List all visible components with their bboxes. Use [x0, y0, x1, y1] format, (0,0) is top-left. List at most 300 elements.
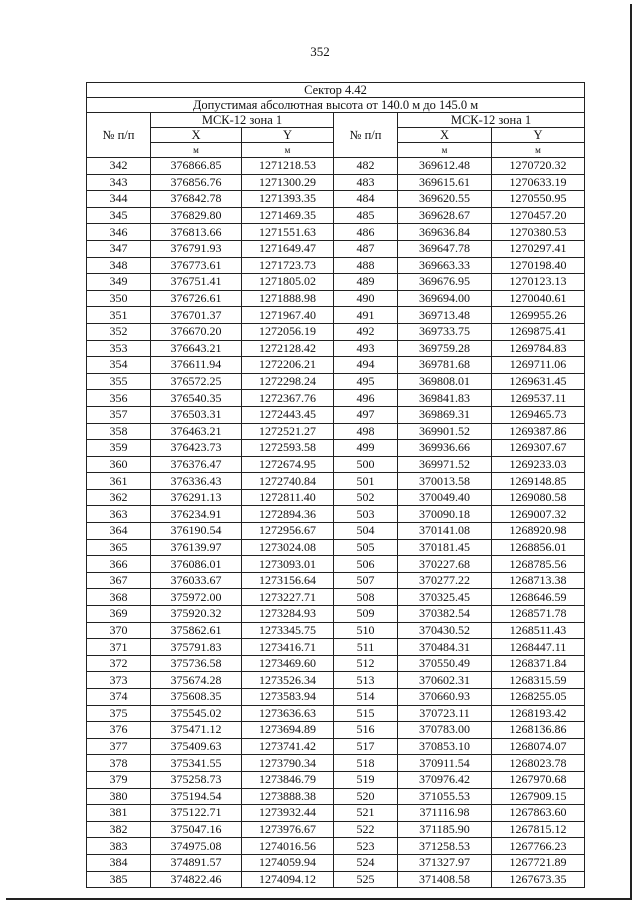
x-left: 375736.58	[151, 655, 242, 672]
table-row	[87, 821, 585, 838]
y-left: 1272740.84	[242, 473, 334, 490]
x-left: 376670.20	[151, 323, 242, 340]
y-left: 1273583.94	[242, 689, 334, 706]
y-right: 1268193.42	[492, 705, 585, 722]
y-right: 1267766.23	[492, 838, 585, 855]
y-left: 1273469.60	[242, 655, 334, 672]
point-num-right: 494	[334, 357, 398, 374]
x-right: 370325.45	[398, 589, 492, 606]
point-num-left: 378	[87, 755, 151, 772]
y-right: 1269711.06	[492, 357, 585, 374]
x-right: 370141.08	[398, 523, 492, 540]
table-row	[87, 323, 585, 340]
point-num-right: 518	[334, 755, 398, 772]
point-num-right: 515	[334, 705, 398, 722]
y-left: 1272206.21	[242, 357, 334, 374]
x-left: 375862.61	[151, 622, 242, 639]
y-right: 1268136.86	[492, 722, 585, 739]
point-num-left: 377	[87, 738, 151, 755]
y-left: 1273888.38	[242, 788, 334, 805]
point-num-left: 363	[87, 506, 151, 523]
col-header-num-right: № п/п	[334, 113, 398, 158]
point-num-right: 523	[334, 838, 398, 855]
point-num-left: 375	[87, 705, 151, 722]
point-num-left: 354	[87, 357, 151, 374]
point-num-right: 502	[334, 489, 398, 506]
x-left: 375674.28	[151, 672, 242, 689]
point-num-right: 511	[334, 639, 398, 656]
coordinates-table	[86, 82, 585, 888]
x-left: 375258.73	[151, 771, 242, 788]
x-right: 369694.00	[398, 290, 492, 307]
sector-title: Сектор 4.42	[87, 83, 585, 98]
point-num-left: 355	[87, 373, 151, 390]
page-number: 352	[310, 44, 330, 59]
table-row	[87, 224, 585, 241]
point-num-left: 366	[87, 556, 151, 573]
table-row	[87, 655, 585, 672]
y-right: 1268315.59	[492, 672, 585, 689]
table-row	[87, 705, 585, 722]
y-right: 1270380.53	[492, 224, 585, 241]
x-left: 375047.16	[151, 821, 242, 838]
x-left: 375194.54	[151, 788, 242, 805]
point-num-left: 351	[87, 307, 151, 324]
x-left: 376611.94	[151, 357, 242, 374]
col-header-system-left: МСК-12 зона 1	[151, 113, 334, 128]
point-num-left: 349	[87, 274, 151, 291]
x-right: 371055.53	[398, 788, 492, 805]
x-right: 370049.40	[398, 489, 492, 506]
y-right: 1268785.56	[492, 556, 585, 573]
y-right: 1269631.45	[492, 373, 585, 390]
point-num-right: 498	[334, 423, 398, 440]
table-row	[87, 257, 585, 274]
unit-x-right: м	[398, 143, 492, 158]
x-left: 376291.13	[151, 489, 242, 506]
y-right: 1269784.83	[492, 340, 585, 357]
point-num-left: 364	[87, 523, 151, 540]
y-right: 1269080.58	[492, 489, 585, 506]
y-right: 1269387.86	[492, 423, 585, 440]
table-row	[87, 854, 585, 871]
y-right: 1268713.38	[492, 572, 585, 589]
x-right: 369636.84	[398, 224, 492, 241]
y-left: 1272593.58	[242, 440, 334, 457]
point-num-left: 345	[87, 207, 151, 224]
point-num-right: 510	[334, 622, 398, 639]
point-num-right: 496	[334, 390, 398, 407]
x-right: 370484.31	[398, 639, 492, 656]
y-left: 1273694.89	[242, 722, 334, 739]
point-num-left: 379	[87, 771, 151, 788]
x-left: 376540.35	[151, 390, 242, 407]
x-left: 375608.35	[151, 689, 242, 706]
x-left: 376773.61	[151, 257, 242, 274]
y-right: 1267863.60	[492, 805, 585, 822]
y-right: 1270457.20	[492, 207, 585, 224]
x-left: 374891.57	[151, 854, 242, 871]
table-row	[87, 556, 585, 573]
unit-y-left: м	[242, 143, 334, 158]
x-right: 369733.75	[398, 323, 492, 340]
table-row	[87, 771, 585, 788]
point-num-left: 353	[87, 340, 151, 357]
table-row	[87, 423, 585, 440]
x-right: 370550.49	[398, 655, 492, 672]
x-left: 376336.43	[151, 473, 242, 490]
y-left: 1271649.47	[242, 240, 334, 257]
point-num-right: 483	[334, 174, 398, 191]
x-right: 370227.68	[398, 556, 492, 573]
point-num-left: 368	[87, 589, 151, 606]
table-row	[87, 672, 585, 689]
col-header-x-right: X	[398, 128, 492, 143]
x-left: 375791.83	[151, 639, 242, 656]
point-num-right: 485	[334, 207, 398, 224]
point-num-right: 507	[334, 572, 398, 589]
x-right: 369615.61	[398, 174, 492, 191]
point-num-right: 516	[334, 722, 398, 739]
point-num-left: 342	[87, 158, 151, 175]
y-right: 1270550.95	[492, 191, 585, 208]
point-num-right: 512	[334, 655, 398, 672]
x-right: 369971.52	[398, 456, 492, 473]
y-left: 1272811.40	[242, 489, 334, 506]
point-num-left: 383	[87, 838, 151, 855]
table-row	[87, 456, 585, 473]
x-right: 369869.31	[398, 406, 492, 423]
col-header-system-right: МСК-12 зона 1	[398, 113, 585, 128]
x-left: 376139.97	[151, 539, 242, 556]
table-row	[87, 174, 585, 191]
table-row	[87, 158, 585, 175]
y-right: 1268255.05	[492, 689, 585, 706]
x-left: 375409.63	[151, 738, 242, 755]
x-left: 376856.76	[151, 174, 242, 191]
point-num-left: 344	[87, 191, 151, 208]
point-num-right: 487	[334, 240, 398, 257]
table-row	[87, 788, 585, 805]
y-right: 1268920.98	[492, 523, 585, 540]
height-range: Допустимая абсолютная высота от 140.0 м до 145.0 м	[87, 98, 585, 113]
x-right: 369936.66	[398, 440, 492, 457]
table-row	[87, 489, 585, 506]
table-row	[87, 523, 585, 540]
x-right: 369759.28	[398, 340, 492, 357]
y-left: 1273156.64	[242, 572, 334, 589]
x-left: 376234.91	[151, 506, 242, 523]
point-num-left: 361	[87, 473, 151, 490]
point-num-right: 504	[334, 523, 398, 540]
y-right: 1269007.32	[492, 506, 585, 523]
x-right: 370853.10	[398, 738, 492, 755]
point-num-right: 484	[334, 191, 398, 208]
x-right: 369676.95	[398, 274, 492, 291]
y-left: 1272298.24	[242, 373, 334, 390]
x-left: 376829.80	[151, 207, 242, 224]
y-right: 1269148.85	[492, 473, 585, 490]
point-num-right: 501	[334, 473, 398, 490]
point-num-right: 482	[334, 158, 398, 175]
x-right: 369808.01	[398, 373, 492, 390]
table-row	[87, 622, 585, 639]
point-num-right: 499	[334, 440, 398, 457]
table-row	[87, 240, 585, 257]
x-right: 370660.93	[398, 689, 492, 706]
y-left: 1272128.42	[242, 340, 334, 357]
x-right: 370976.42	[398, 771, 492, 788]
x-left: 376086.01	[151, 556, 242, 573]
table-row	[87, 191, 585, 208]
x-right: 370277.22	[398, 572, 492, 589]
point-num-right: 503	[334, 506, 398, 523]
table-body	[87, 158, 585, 888]
y-right: 1268371.84	[492, 655, 585, 672]
y-right: 1270297.41	[492, 240, 585, 257]
x-left: 376572.25	[151, 373, 242, 390]
point-num-left: 369	[87, 606, 151, 623]
x-left: 374822.46	[151, 871, 242, 888]
col-header-y-right: Y	[492, 128, 585, 143]
y-left: 1273416.71	[242, 639, 334, 656]
point-num-left: 359	[87, 440, 151, 457]
x-right: 369663.33	[398, 257, 492, 274]
x-right: 369781.68	[398, 357, 492, 374]
x-right: 369713.48	[398, 307, 492, 324]
point-num-right: 525	[334, 871, 398, 888]
point-num-left: 360	[87, 456, 151, 473]
x-right: 370382.54	[398, 606, 492, 623]
x-right: 369620.55	[398, 191, 492, 208]
point-num-left: 381	[87, 805, 151, 822]
x-left: 374975.08	[151, 838, 242, 855]
y-left: 1271805.02	[242, 274, 334, 291]
point-num-left: 348	[87, 257, 151, 274]
point-num-right: 493	[334, 340, 398, 357]
y-right: 1269307.67	[492, 440, 585, 457]
point-num-left: 343	[87, 174, 151, 191]
table-row	[87, 340, 585, 357]
table-row	[87, 639, 585, 656]
y-right: 1268074.07	[492, 738, 585, 755]
table-row	[87, 871, 585, 888]
y-left: 1272674.95	[242, 456, 334, 473]
y-left: 1273636.63	[242, 705, 334, 722]
point-num-right: 513	[334, 672, 398, 689]
point-num-left: 357	[87, 406, 151, 423]
point-num-right: 490	[334, 290, 398, 307]
col-header-x-left: X	[151, 128, 242, 143]
point-num-right: 520	[334, 788, 398, 805]
x-left: 375545.02	[151, 705, 242, 722]
y-right: 1268571.78	[492, 606, 585, 623]
table-row	[87, 274, 585, 291]
point-num-right: 506	[334, 556, 398, 573]
x-right: 369841.83	[398, 390, 492, 407]
point-num-right: 524	[334, 854, 398, 871]
x-left: 375122.71	[151, 805, 242, 822]
point-num-left: 367	[87, 572, 151, 589]
table-row	[87, 506, 585, 523]
x-right: 371327.97	[398, 854, 492, 871]
point-num-left: 374	[87, 689, 151, 706]
x-right: 370602.31	[398, 672, 492, 689]
point-num-left: 382	[87, 821, 151, 838]
y-left: 1274016.56	[242, 838, 334, 855]
x-right: 369901.52	[398, 423, 492, 440]
point-num-left: 358	[87, 423, 151, 440]
table-row	[87, 838, 585, 855]
x-right: 371408.58	[398, 871, 492, 888]
point-num-right: 521	[334, 805, 398, 822]
point-num-right: 508	[334, 589, 398, 606]
x-left: 376866.85	[151, 158, 242, 175]
point-num-right: 509	[334, 606, 398, 623]
y-left: 1273526.34	[242, 672, 334, 689]
x-right: 371258.53	[398, 838, 492, 855]
y-left: 1272894.36	[242, 506, 334, 523]
y-right: 1269955.26	[492, 307, 585, 324]
y-left: 1273790.34	[242, 755, 334, 772]
point-num-right: 495	[334, 373, 398, 390]
x-left: 375920.32	[151, 606, 242, 623]
point-num-right: 489	[334, 274, 398, 291]
x-left: 376423.73	[151, 440, 242, 457]
x-right: 370430.52	[398, 622, 492, 639]
x-left: 376503.31	[151, 406, 242, 423]
y-right: 1268856.01	[492, 539, 585, 556]
y-right: 1269465.73	[492, 406, 585, 423]
x-right: 370723.11	[398, 705, 492, 722]
y-left: 1271218.53	[242, 158, 334, 175]
point-num-left: 376	[87, 722, 151, 739]
point-num-left: 356	[87, 390, 151, 407]
x-right: 371116.98	[398, 805, 492, 822]
unit-y-right: м	[492, 143, 585, 158]
point-num-right: 491	[334, 307, 398, 324]
point-num-right: 517	[334, 738, 398, 755]
table-row	[87, 689, 585, 706]
x-left: 376376.47	[151, 456, 242, 473]
x-right: 369647.78	[398, 240, 492, 257]
y-left: 1271469.35	[242, 207, 334, 224]
y-right: 1267970.68	[492, 771, 585, 788]
y-right: 1269233.03	[492, 456, 585, 473]
y-right: 1268646.59	[492, 589, 585, 606]
y-right: 1268023.78	[492, 755, 585, 772]
y-left: 1273227.71	[242, 589, 334, 606]
y-right: 1267815.12	[492, 821, 585, 838]
point-num-left: 347	[87, 240, 151, 257]
x-right: 371185.90	[398, 821, 492, 838]
x-left: 376813.66	[151, 224, 242, 241]
x-left: 376463.21	[151, 423, 242, 440]
table-row	[87, 290, 585, 307]
x-left: 375341.55	[151, 755, 242, 772]
y-left: 1271551.63	[242, 224, 334, 241]
x-left: 375972.00	[151, 589, 242, 606]
y-left: 1271393.35	[242, 191, 334, 208]
y-right: 1268511.43	[492, 622, 585, 639]
x-right: 370181.45	[398, 539, 492, 556]
table-row	[87, 589, 585, 606]
x-right: 370783.00	[398, 722, 492, 739]
y-right: 1269537.11	[492, 390, 585, 407]
point-num-left: 372	[87, 655, 151, 672]
y-right: 1270123.13	[492, 274, 585, 291]
table-row	[87, 606, 585, 623]
point-num-left: 350	[87, 290, 151, 307]
x-right: 370090.18	[398, 506, 492, 523]
table-row	[87, 473, 585, 490]
y-right: 1267721.89	[492, 854, 585, 871]
y-left: 1273846.79	[242, 771, 334, 788]
col-header-y-left: Y	[242, 128, 334, 143]
point-num-left: 384	[87, 854, 151, 871]
x-left: 376726.61	[151, 290, 242, 307]
point-num-left: 362	[87, 489, 151, 506]
y-left: 1274059.94	[242, 854, 334, 871]
y-right: 1270720.32	[492, 158, 585, 175]
table-row	[87, 406, 585, 423]
y-left: 1273024.08	[242, 539, 334, 556]
table-row	[87, 307, 585, 324]
table-row	[87, 357, 585, 374]
y-left: 1273345.75	[242, 622, 334, 639]
y-left: 1271967.40	[242, 307, 334, 324]
y-left: 1271723.73	[242, 257, 334, 274]
y-left: 1271300.29	[242, 174, 334, 191]
point-num-left: 352	[87, 323, 151, 340]
y-right: 1270633.19	[492, 174, 585, 191]
y-left: 1273284.93	[242, 606, 334, 623]
point-num-right: 500	[334, 456, 398, 473]
y-right: 1268447.11	[492, 639, 585, 656]
point-num-left: 385	[87, 871, 151, 888]
y-left: 1271888.98	[242, 290, 334, 307]
point-num-right: 486	[334, 224, 398, 241]
table-row	[87, 373, 585, 390]
y-right: 1270040.61	[492, 290, 585, 307]
point-num-left: 371	[87, 639, 151, 656]
x-left: 376190.54	[151, 523, 242, 540]
point-num-right: 519	[334, 771, 398, 788]
x-left: 376643.21	[151, 340, 242, 357]
x-left: 375471.12	[151, 722, 242, 739]
point-num-right: 488	[334, 257, 398, 274]
y-right: 1270198.40	[492, 257, 585, 274]
y-left: 1272521.27	[242, 423, 334, 440]
point-num-right: 514	[334, 689, 398, 706]
x-left: 376791.93	[151, 240, 242, 257]
point-num-left: 373	[87, 672, 151, 689]
x-left: 376842.78	[151, 191, 242, 208]
table-row	[87, 805, 585, 822]
x-right: 370013.58	[398, 473, 492, 490]
point-num-left: 365	[87, 539, 151, 556]
table-row	[87, 207, 585, 224]
y-left: 1272367.76	[242, 390, 334, 407]
x-left: 376701.37	[151, 307, 242, 324]
col-header-num-left: № п/п	[87, 113, 151, 158]
point-num-right: 492	[334, 323, 398, 340]
table-row	[87, 440, 585, 457]
table-row	[87, 755, 585, 772]
x-right: 369628.67	[398, 207, 492, 224]
x-left: 376033.67	[151, 572, 242, 589]
point-num-left: 370	[87, 622, 151, 639]
